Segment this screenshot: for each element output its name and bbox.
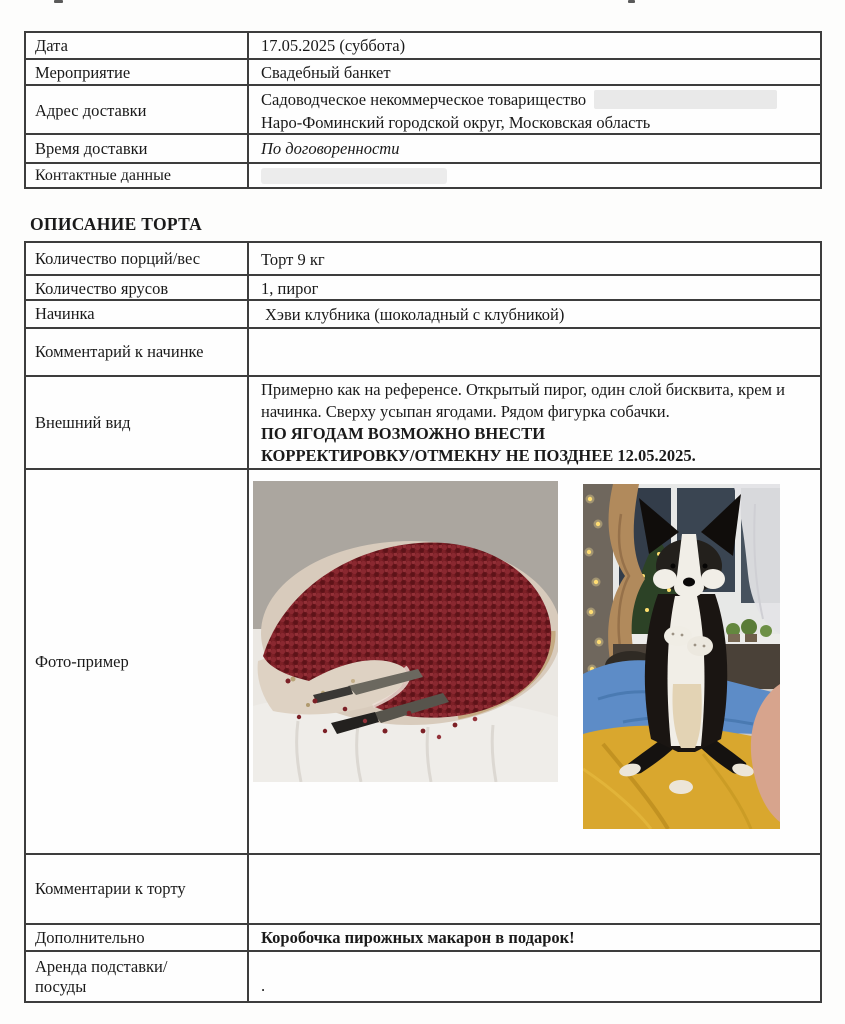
table-row-event — [26, 60, 820, 86]
table-row-appearance — [26, 377, 820, 470]
scan-artifact — [54, 0, 63, 3]
field-value — [249, 276, 820, 301]
field-label: Адрес доставки — [26, 86, 249, 136]
field-value — [249, 243, 820, 274]
dog-nose — [683, 578, 695, 587]
table-row-tiers — [26, 276, 820, 301]
tiers-value: 1, пирог — [261, 279, 319, 298]
cake-photo — [253, 481, 558, 782]
field-value — [249, 33, 820, 58]
cake-description-table — [24, 241, 822, 1003]
field-label: Комментарии к торту — [26, 855, 249, 923]
field-value — [249, 301, 820, 327]
rent-value: . — [261, 976, 266, 995]
table-row-rent — [26, 952, 820, 1001]
delivery-time-value: По договоренности — [261, 139, 400, 158]
table-row-date — [26, 33, 820, 60]
table-row-extra — [26, 925, 820, 952]
address-line1: Садоводческое некоммерческое товарищество — [261, 88, 812, 111]
field-value — [249, 135, 820, 162]
table-row-delivery-time — [26, 135, 820, 164]
field-value — [249, 855, 820, 923]
field-label: Внешний вид — [26, 377, 249, 469]
table-row-contacts — [26, 164, 820, 187]
field-value — [249, 925, 820, 950]
field-label — [26, 952, 249, 1001]
field-label: Дополнительно — [26, 925, 249, 950]
event-value: Свадебный банкет — [261, 63, 391, 82]
appearance-note-line1: ПО ЯГОДАМ ВОЗМОЖНО ВНЕСТИ — [261, 424, 546, 443]
table-row-portions — [26, 243, 820, 276]
photo-cell — [249, 470, 820, 853]
redacted-text — [261, 168, 447, 184]
section-title: ОПИСАНИЕ ТОРТА — [30, 214, 203, 234]
table-row-filling-comment — [26, 329, 820, 377]
field-value — [249, 329, 820, 375]
field-label: Контактные данные — [26, 164, 249, 188]
field-label: Фото-пример — [26, 470, 249, 853]
extra-value: Коробочка пирожных макарон в подарок! — [261, 928, 575, 947]
address-line2: Наро-Фоминский городской округ, Московская область — [261, 113, 651, 132]
date-value: 17.05.2025 (суббота) — [261, 36, 406, 55]
field-label: Дата — [26, 33, 249, 58]
table-row-filling — [26, 301, 820, 329]
field-label: Количество ярусов — [26, 276, 249, 301]
delivery-table — [24, 31, 822, 189]
table-row-photo-example — [26, 470, 820, 855]
field-value — [249, 164, 820, 188]
field-label: Начинка — [26, 301, 249, 327]
field-label: Комментарий к начинке — [26, 329, 249, 375]
field-label: Количество порций/вес — [26, 243, 249, 274]
filling-value: Хэви клубника (шоколадный с клубникой) — [265, 304, 565, 324]
left-wall — [583, 484, 613, 689]
table-row-address — [26, 86, 820, 135]
rent-label: Аренда подставки/посуды — [35, 956, 168, 996]
scan-artifact — [628, 0, 635, 3]
field-label: Время доставки — [26, 135, 249, 162]
field-value — [249, 86, 820, 136]
table-row-cake-comments — [26, 855, 820, 925]
field-value — [249, 60, 820, 85]
field-value — [249, 952, 820, 1001]
field-label: Мероприятие — [26, 60, 249, 85]
dog-photo — [583, 484, 780, 829]
appearance-note-line2: КОРРЕКТИРОВКУ/ОТМЕКНУ НЕ ПОЗДНЕЕ 12.05.2025. — [261, 446, 696, 465]
redacted-text — [594, 90, 777, 109]
field-value — [249, 377, 820, 469]
appearance-text: Примерно как на референсе. Открытый пирог, один слой бисквита, крем и начинка. Сверху усыпан ягодами. Рядом фигурка собачки. — [261, 380, 785, 421]
portions-value: Торт 9 кг — [261, 250, 325, 269]
